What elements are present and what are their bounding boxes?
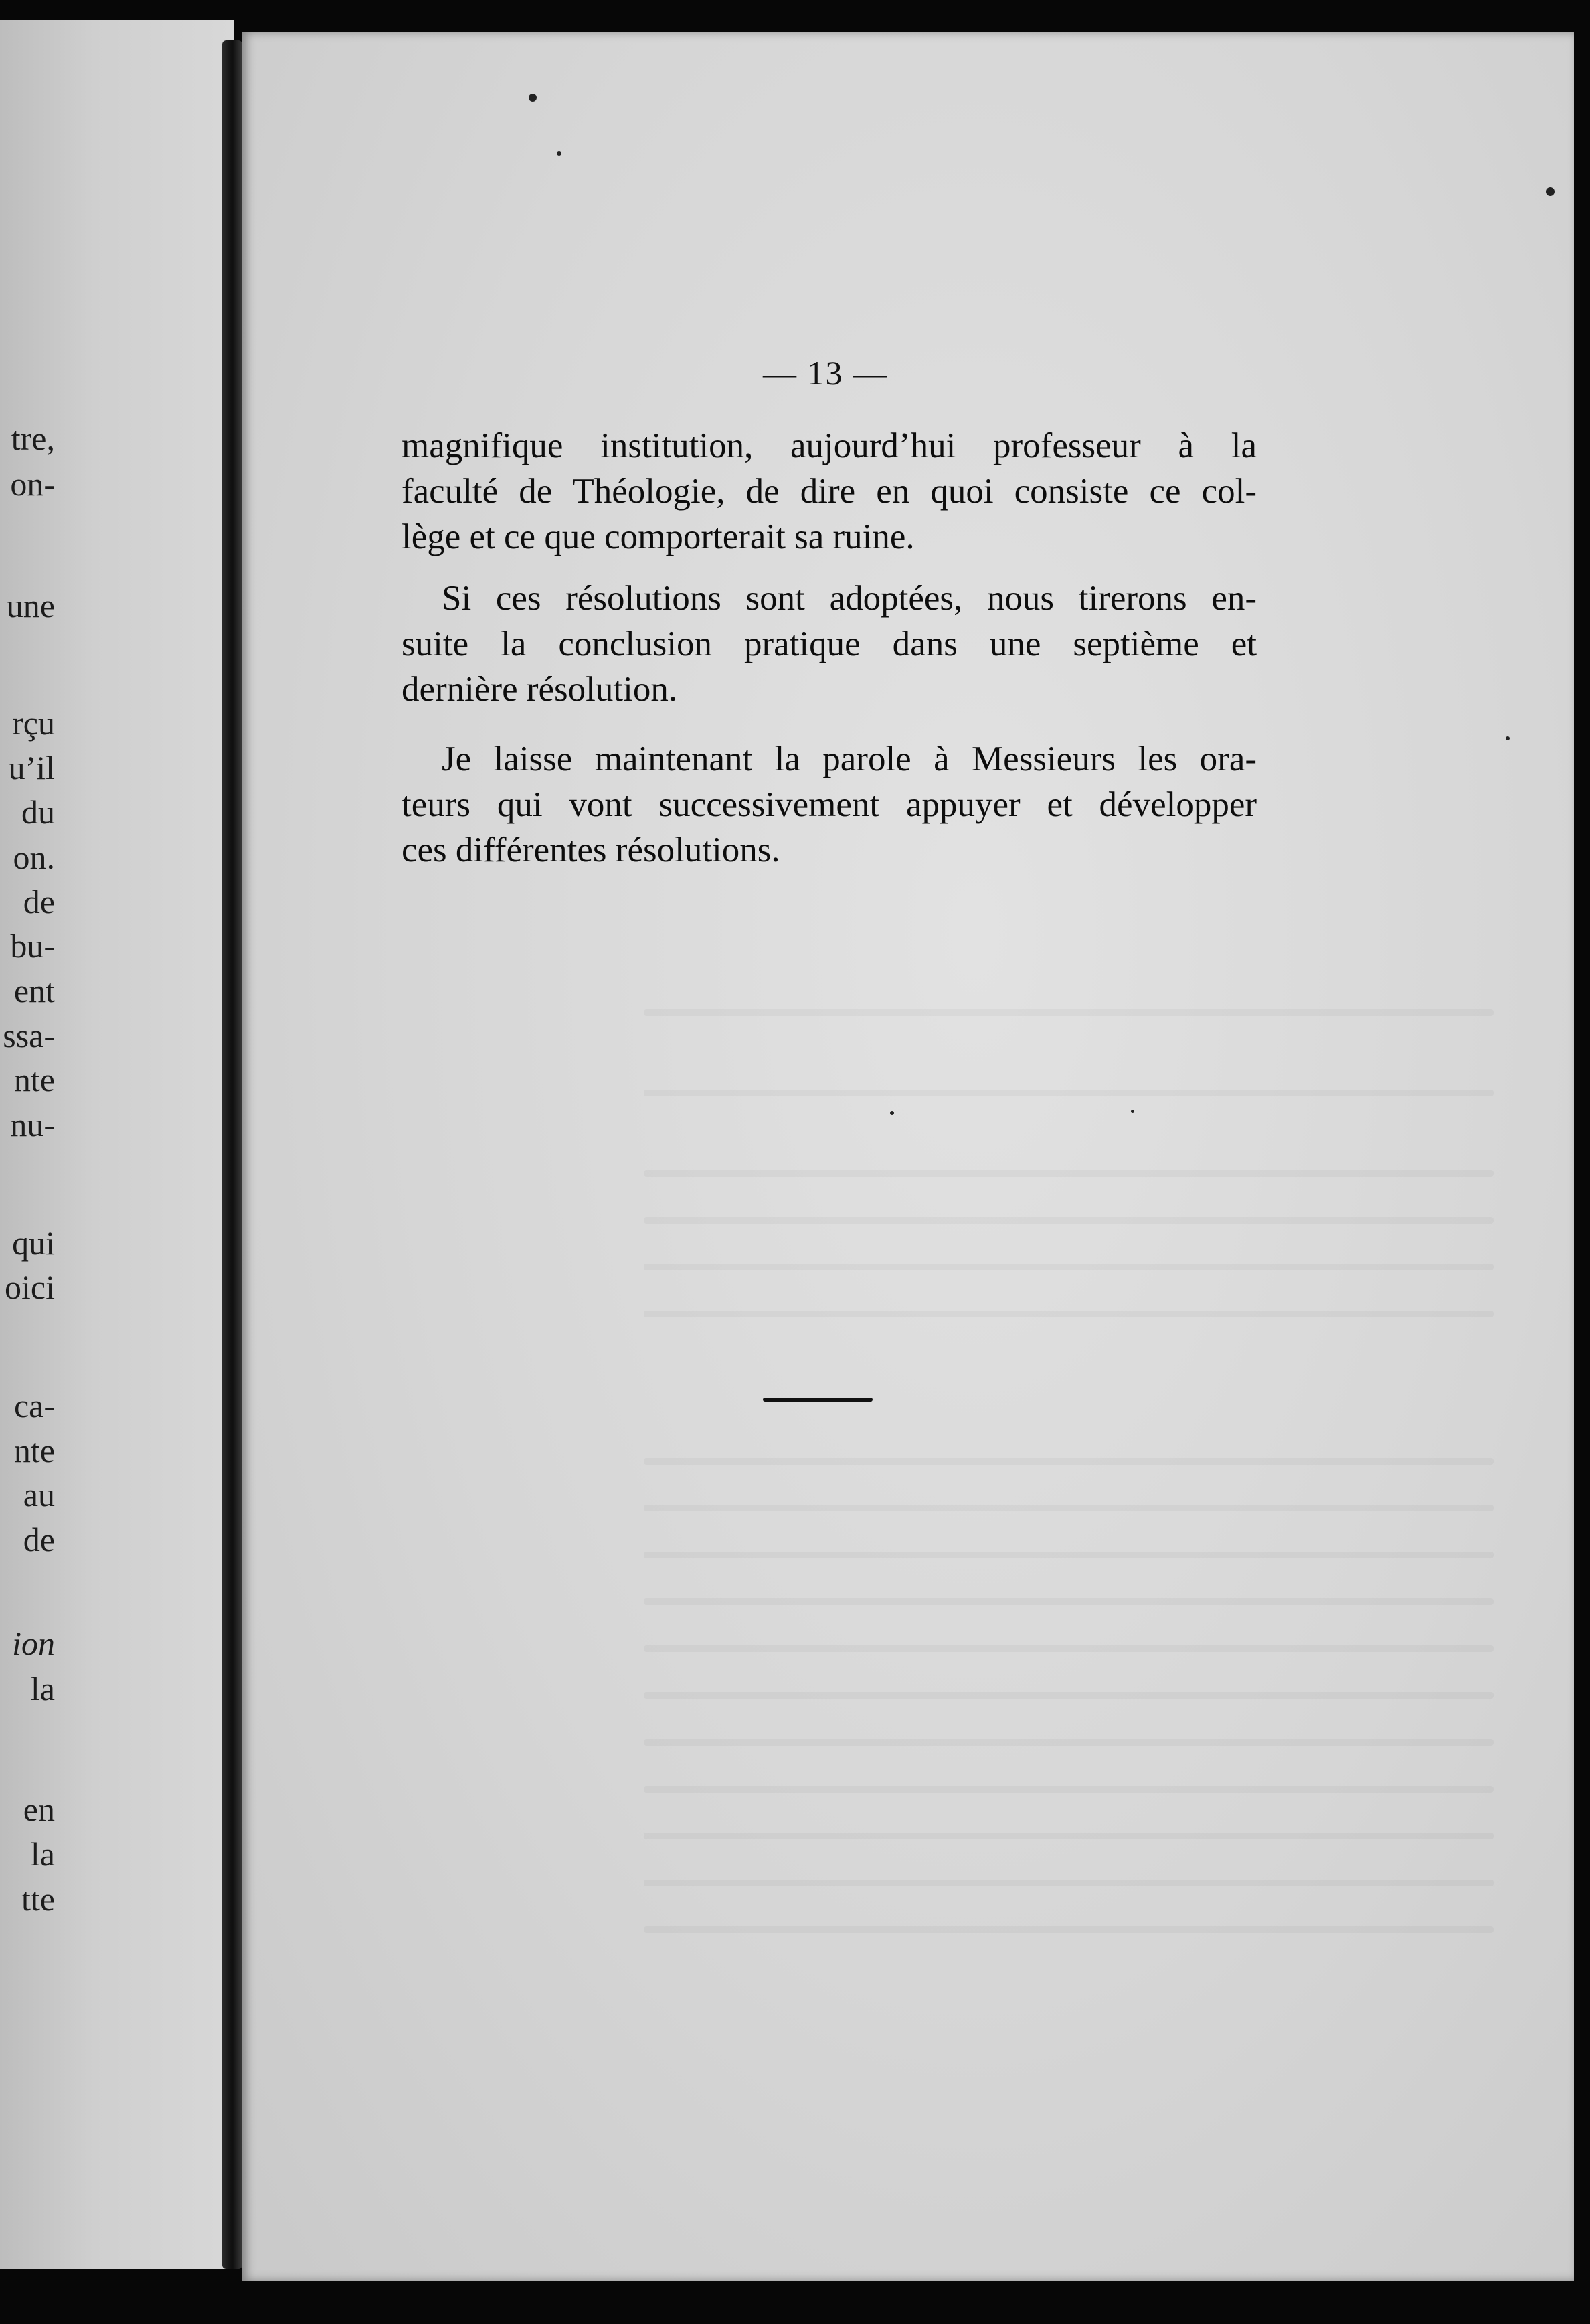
show-through-line bbox=[644, 1090, 1494, 1096]
ink-speck bbox=[1506, 736, 1510, 740]
text-line: magnifique institution, aujourd’hui professeur à la bbox=[402, 426, 1257, 465]
show-through-line bbox=[644, 1786, 1494, 1793]
left-page-fragment: ion bbox=[12, 1625, 55, 1662]
text-line: Si ces résolutions sont adoptées, nous tirerons en- bbox=[442, 579, 1257, 618]
previous-page-fragment bbox=[0, 20, 234, 2269]
left-page-fragment: nu- bbox=[10, 1106, 55, 1143]
page-number: — 13 — bbox=[763, 354, 888, 392]
ink-speck bbox=[890, 1111, 894, 1115]
text-line: suite la conclusion pratique dans une septième et bbox=[402, 625, 1257, 663]
show-through-line bbox=[644, 1170, 1494, 1177]
show-through-line bbox=[644, 1598, 1494, 1605]
paragraph bbox=[402, 576, 1257, 712]
text-line: dernière résolution. bbox=[402, 670, 678, 709]
show-through-line bbox=[644, 1552, 1494, 1558]
show-through-line bbox=[644, 1645, 1494, 1652]
show-through-line bbox=[644, 1926, 1494, 1933]
left-page-fragment: une bbox=[6, 587, 55, 625]
left-page-fragment: la bbox=[30, 1670, 55, 1708]
left-page-fragment: qui bbox=[12, 1224, 55, 1262]
text-line: ces différentes résolutions. bbox=[402, 831, 780, 869]
show-through-line bbox=[644, 1739, 1494, 1746]
paragraph bbox=[402, 736, 1257, 873]
left-page-fragment: de bbox=[23, 1521, 55, 1558]
book-gutter bbox=[222, 40, 242, 2269]
left-page-fragment: u’il bbox=[8, 749, 55, 786]
text-line: Je laisse maintenant la parole à Messieurs les ora- bbox=[442, 740, 1257, 778]
text-line: faculté de Théologie, de dire en quoi consiste ce col- bbox=[402, 472, 1257, 511]
ink-speck bbox=[529, 94, 537, 102]
show-through-line bbox=[644, 1833, 1494, 1839]
ink-speck bbox=[1546, 187, 1555, 196]
left-page-fragment: bu- bbox=[10, 927, 55, 965]
show-through-line bbox=[644, 1009, 1494, 1016]
show-through-line bbox=[644, 1217, 1494, 1224]
current-page bbox=[242, 32, 1574, 2281]
section-separator-rule bbox=[763, 1398, 873, 1402]
left-page-fragment: nte bbox=[13, 1061, 55, 1098]
show-through-line bbox=[644, 1692, 1494, 1699]
left-page-fragment: oici bbox=[5, 1268, 55, 1306]
left-page-fragment: de bbox=[23, 883, 55, 920]
show-through-line bbox=[644, 1264, 1494, 1270]
left-page-fragment: on. bbox=[13, 839, 55, 876]
ink-speck bbox=[1131, 1110, 1134, 1113]
show-through-line bbox=[644, 1880, 1494, 1886]
left-page-fragment: on- bbox=[10, 465, 55, 503]
left-page-fragment: ent bbox=[13, 972, 55, 1009]
left-page-fragment: la bbox=[30, 1835, 55, 1873]
text-line: lège et ce que comporterait sa ruine. bbox=[402, 517, 915, 556]
left-page-fragment: ca- bbox=[13, 1387, 55, 1424]
paragraph bbox=[402, 423, 1257, 560]
left-page-fragment: du bbox=[21, 793, 55, 831]
show-through-line bbox=[644, 1458, 1494, 1465]
left-page-fragment: tte bbox=[21, 1880, 55, 1918]
ink-speck bbox=[557, 151, 561, 156]
text-line: teurs qui vont successivement appuyer et développer bbox=[402, 785, 1257, 824]
show-through-line bbox=[644, 1505, 1494, 1511]
show-through-line bbox=[644, 1311, 1494, 1317]
left-page-fragment: en bbox=[23, 1791, 55, 1828]
left-page-fragment: ssa- bbox=[3, 1017, 55, 1054]
left-page-fragment: nte bbox=[13, 1432, 55, 1469]
left-page-fragment: rçu bbox=[12, 704, 55, 742]
left-page-fragment: au bbox=[23, 1476, 55, 1513]
left-page-fragment: tre, bbox=[11, 420, 55, 457]
